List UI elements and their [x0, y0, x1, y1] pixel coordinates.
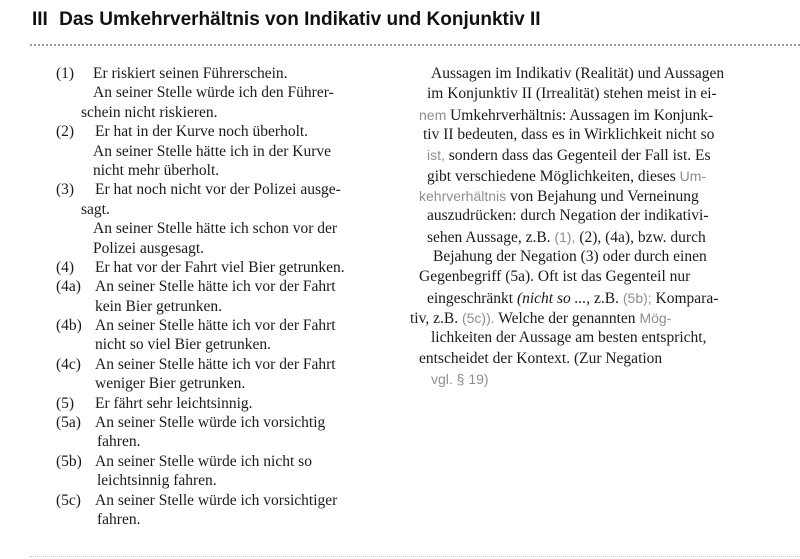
explanation-line: [408, 206, 800, 226]
example-line: [56, 239, 416, 258]
explanation-line: [408, 166, 800, 186]
body-text: (2), (4a), bzw. durch: [575, 228, 706, 246]
example-number: (1): [56, 65, 75, 82]
explanation-text: [408, 64, 800, 390]
explanation-line-content: [431, 64, 724, 84]
explanation-line-content: [427, 145, 711, 166]
example-line: [56, 491, 416, 510]
section-number: III: [32, 9, 48, 30]
reference-text: nem: [419, 106, 447, 123]
example-line: [56, 258, 416, 277]
example-number: (4b): [56, 317, 82, 335]
bottom-divider: [30, 556, 800, 557]
body-text: auszudrücken: durch Negation der indikativi-: [427, 207, 709, 225]
explanation-line-content: [427, 166, 706, 187]
example-number: (5): [56, 394, 75, 412]
explanation-line-content: [419, 105, 713, 126]
example-text: An seiner Stelle würde ich nicht so: [95, 452, 312, 470]
example-text: An seiner Stelle hätte ich vor der Fahrt: [95, 317, 336, 335]
example-line: [56, 297, 416, 316]
example-text: An seiner Stelle hätte ich in der Kurve: [93, 142, 332, 160]
example-line: [56, 200, 416, 219]
example-text: An seiner Stelle würde ich vorsichtiger: [95, 491, 338, 509]
example-text: An seiner Stelle hätte ich schon vor der: [93, 220, 338, 238]
example-text: Er riskiert seinen Führerschein.: [93, 65, 288, 82]
example-text: An seiner Stelle würde ich vorsichtig: [95, 414, 326, 432]
reference-text: (5c)).: [458, 310, 495, 327]
example-text: fahren.: [97, 510, 141, 528]
example-line: [56, 180, 416, 199]
explanation-line-content: [427, 227, 706, 248]
example-number: (4c): [56, 355, 81, 373]
reference-text: (5b);: [618, 289, 652, 306]
example-text: Er hat in der Kurve noch überholt.: [95, 123, 309, 141]
example-text: Er fährt sehr leichtsinnig.: [95, 394, 253, 412]
reference-text: (1),: [550, 228, 576, 245]
body-text: Umkehrverhältnis: Aussagen im Konjunk-: [446, 106, 714, 124]
explanation-line-content: [433, 247, 707, 267]
example-line: [56, 142, 416, 161]
reference-text: vgl. § 19): [431, 371, 489, 388]
example-text: An seiner Stelle hätte ich vor der Fahrt: [95, 278, 336, 296]
example-text: leichtsinnig fahren.: [97, 472, 217, 490]
explanation-line: [408, 369, 800, 389]
explanation-line-content: [423, 125, 714, 145]
body-text: (nicht so ...,: [516, 289, 591, 307]
reference-text: Um-: [675, 167, 707, 184]
body-text: von Bejahung und Verneinung: [506, 188, 699, 206]
example-line: [56, 471, 416, 490]
example-text: nicht mehr überholt.: [93, 161, 220, 179]
body-text: Welche der genannten: [494, 310, 636, 328]
example-text: An seiner Stelle würde ich den Führer-: [93, 84, 334, 102]
body-text: sehen Aussage, z.B.: [427, 228, 551, 246]
example-text: An seiner Stelle hätte ich vor der Fahrt: [95, 355, 336, 373]
example-list: [56, 64, 416, 529]
example-line: [56, 83, 416, 102]
example-line: [56, 432, 416, 451]
explanation-line: [408, 288, 800, 308]
explanation-line: [408, 64, 800, 84]
example-text: Er hat vor der Fahrt viel Bier getrunken.: [95, 258, 345, 276]
example-text: schein nicht riskieren.: [81, 103, 218, 121]
example-line: [56, 413, 416, 432]
explanation-line-content: [427, 288, 718, 309]
example-number: (5b): [56, 452, 82, 470]
explanation-line: [408, 349, 800, 369]
explanation-line-content: [431, 328, 706, 348]
example-number: (5c): [56, 491, 81, 509]
example-line: [56, 122, 416, 141]
explanation-line-content: [419, 267, 690, 287]
explanation-line: [408, 227, 800, 247]
example-number: (5a): [56, 414, 81, 432]
example-text: fahren.: [97, 433, 141, 451]
explanation-line-content: [431, 369, 489, 390]
body-text: eingeschränkt: [427, 289, 517, 307]
example-line: [56, 277, 416, 296]
explanation-line-content: [427, 206, 709, 226]
example-line: [56, 452, 416, 471]
section-title: Das Umkehrverhältnis von Indikativ und Konjunktiv II: [59, 9, 541, 30]
example-line: [56, 161, 416, 180]
explanation-line: [408, 328, 800, 348]
body-text: z.B.: [590, 289, 619, 307]
example-number: (2): [56, 123, 75, 141]
explanation-line-content: [419, 349, 662, 369]
section-heading: [32, 9, 541, 31]
example-number: (3): [56, 181, 75, 199]
example-number: (4a): [56, 278, 81, 296]
body-text: Gegenbegriff (5a). Oft ist das Gegenteil nur: [419, 268, 691, 286]
body-text: Bejahung der Negation (3) oder durch einen: [433, 248, 707, 266]
explanation-line: [408, 125, 800, 145]
example-text: kein Bier getrunken.: [95, 297, 222, 315]
example-line: [56, 374, 416, 393]
example-text: sagt.: [81, 200, 110, 218]
heading-divider: [30, 44, 800, 46]
example-text: nicht so viel Bier getrunken.: [95, 336, 272, 354]
explanation-line-content: [427, 84, 717, 104]
example-text: weniger Bier getrunken.: [95, 375, 246, 393]
example-text: Polizei ausgesagt.: [93, 239, 205, 257]
body-text: Aussagen im Indikativ (Realität) und Aussagen: [431, 65, 725, 82]
example-line: [56, 219, 416, 238]
explanation-line-content: [410, 308, 671, 329]
example-line: [56, 510, 416, 529]
explanation-line: [408, 186, 800, 206]
reference-text: Mög-: [635, 310, 672, 327]
explanation-line: [408, 267, 800, 287]
body-text: Kompara-: [651, 289, 719, 307]
example-line: [56, 316, 416, 335]
example-line: [56, 64, 416, 83]
explanation-line: [408, 84, 800, 104]
explanation-line: [408, 105, 800, 125]
reference-text: kehrverhältnis: [419, 188, 507, 205]
reference-text: ist,: [427, 147, 445, 164]
body-text: tiv, z.B.: [410, 310, 459, 328]
explanation-line: [408, 145, 800, 165]
explanation-line-content: [419, 186, 699, 207]
explanation-line: [408, 247, 800, 267]
body-text: tiv II bedeuten, dass es in Wirklichkeit nicht so: [423, 126, 715, 144]
body-text: sondern dass das Gegenteil der Fall ist. Es: [444, 147, 711, 165]
example-line: [56, 103, 416, 122]
example-text: Er hat noch nicht vor der Polizei ausge-: [95, 181, 341, 199]
body-text: gibt verschiedene Möglichkeiten, dieses: [427, 167, 676, 185]
example-line: [56, 394, 416, 413]
example-number: (4): [56, 258, 75, 276]
example-line: [56, 335, 416, 354]
body-text: im Konjunktiv II (Irrealität) stehen meist in ei-: [427, 85, 717, 103]
example-line: [56, 355, 416, 374]
body-text: entscheidet der Kontext. (Zur Negation: [419, 349, 663, 367]
body-text: lichkeiten der Aussage am besten entspricht,: [431, 329, 707, 347]
explanation-line: [408, 308, 800, 328]
